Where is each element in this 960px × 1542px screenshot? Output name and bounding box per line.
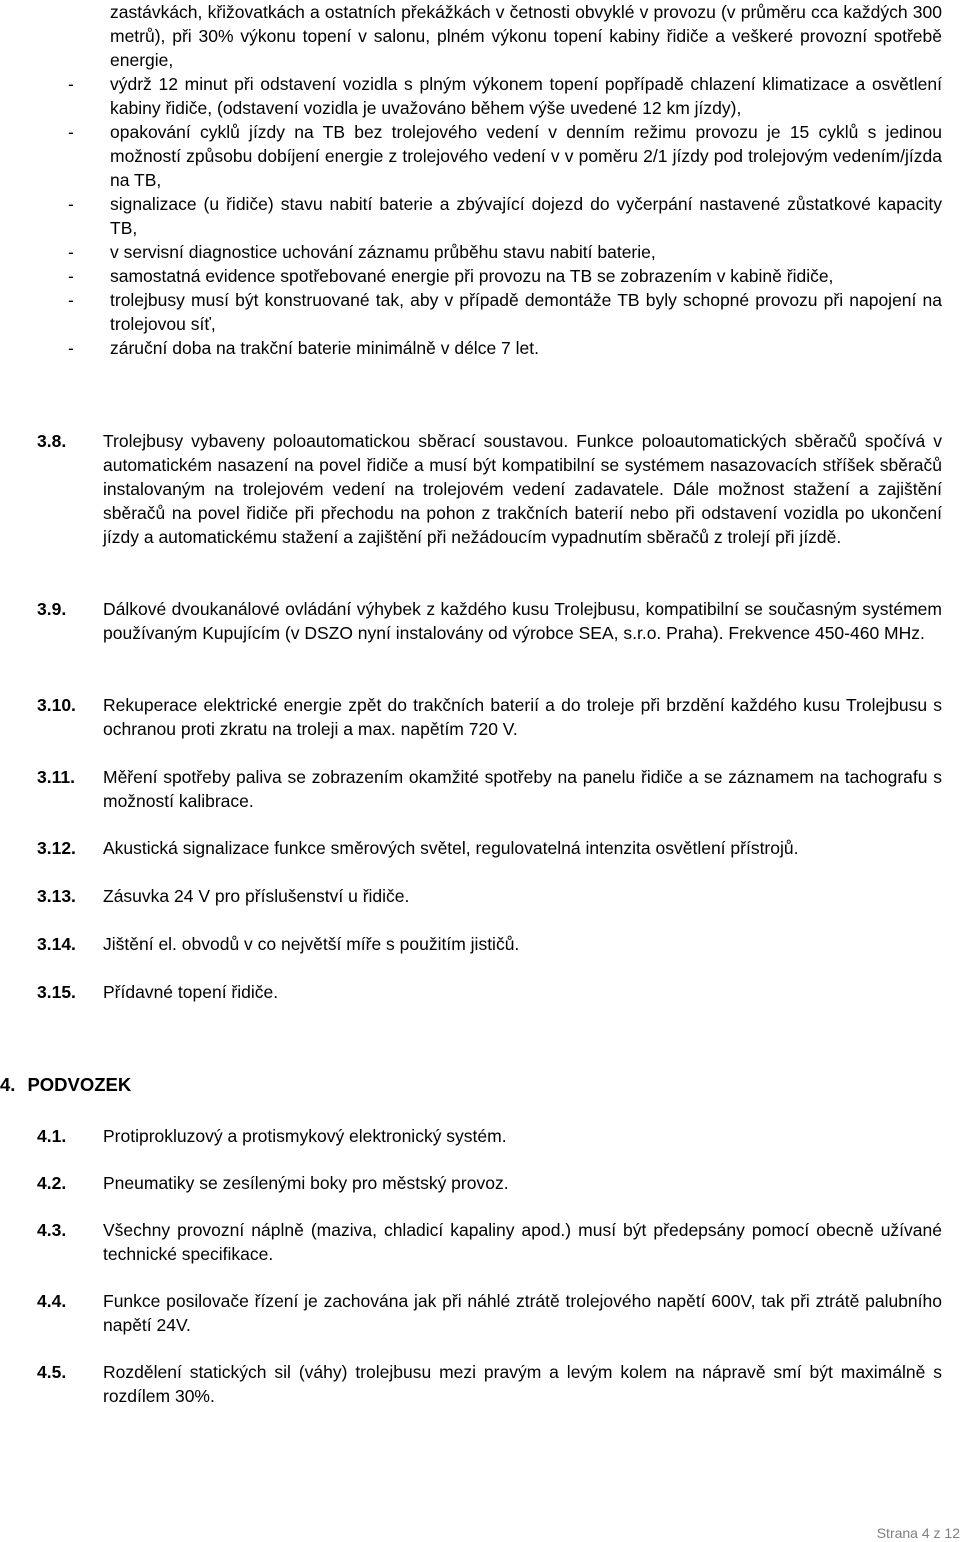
- section-number: 3.14.: [37, 934, 76, 954]
- section-text: Dálkové dvoukanálové ovládání výhybek z každého kusu Trolejbusu, kompatibilní se současným systémem používaným Kupujícím (v DSZO nyní instalovány od výrobce SEA, s.r.o. Praha). Frekvence 450-460 MHz.: [103, 599, 942, 643]
- list-item: [68, 336, 942, 360]
- section-text: Všechny provozní náplně (maziva, chladicí kapaliny apod.) musí být předepsány pomocí obecně užívané technické specifikace.: [103, 1220, 942, 1264]
- list-item: [68, 72, 942, 120]
- list-item: [68, 288, 942, 336]
- section-number: 3.13.: [37, 886, 76, 906]
- section-number: 4.4.: [37, 1291, 67, 1311]
- list-item-text: záruční doba na trakční baterie minimálně v délce 7 let.: [110, 338, 539, 358]
- section-number: 4.3.: [37, 1220, 67, 1240]
- chapter-number: 4.: [0, 1074, 16, 1095]
- section-text: Funkce posilovače řízení je zachována jak při náhlé ztrátě trolejového napětí 600V, tak při ztrátě palubního napětí 24V.: [103, 1291, 942, 1335]
- chapter-heading: [0, 1073, 131, 1097]
- section-3-15: [37, 980, 942, 1004]
- section-text: Přídavné topení řidiče.: [103, 982, 279, 1002]
- list-item: [68, 264, 942, 288]
- page-footer: Strana 4 z 12: [876, 1525, 960, 1541]
- bullet-dash: -: [68, 290, 74, 310]
- list-item: [68, 120, 942, 192]
- section-number: 3.9.: [37, 599, 67, 619]
- section-number: 3.10.: [37, 695, 76, 715]
- section-number: 4.2.: [37, 1173, 67, 1193]
- section-3-12: [37, 836, 942, 860]
- section-3-8: [37, 429, 942, 549]
- bullet-dash: -: [68, 338, 74, 358]
- section-number: 4.5.: [37, 1362, 67, 1382]
- list-item-text: signalizace (u řidiče) stavu nabití baterie a zbývající dojezd do vyčerpání nastavené zůstatkové kapacity TB,: [110, 194, 942, 238]
- chapter-title: PODVOZEK: [27, 1074, 132, 1095]
- continuation-paragraph: zastávkách, křižovatkách a ostatních překážkách v četnosti obvyklé v provozu (v průměru cca každých 300 metrů), při 30% výkonu topení v salonu, plném výkonu topení kabiny řidiče a veškeré provozní spotřebě energie,: [110, 2, 942, 70]
- section-3-11: [37, 765, 942, 813]
- bullet-dash: -: [68, 74, 74, 94]
- section-4-5: [37, 1360, 942, 1408]
- section-text: Měření spotřeby paliva se zobrazením okamžité spotřeby na panelu řidiče a se záznamem na tachografu s možností kalibrace.: [103, 767, 942, 811]
- list-item: [68, 240, 942, 264]
- section-4-2: [37, 1171, 942, 1195]
- bullet-dash: -: [68, 122, 74, 142]
- list-item-text: trolejbusy musí být konstruované tak, aby v případě demontáže TB byly schopné provozu při napojení na trolejovou síť,: [110, 290, 942, 334]
- section-text: Protiprokluzový a protismykový elektronický systém.: [103, 1126, 507, 1146]
- bullet-dash: -: [68, 194, 74, 214]
- list-item-text: v servisní diagnostice uchování záznamu průběhu stavu nabití baterie,: [110, 242, 656, 262]
- section-text: Zásuvka 24 V pro příslušenství u řidiče.: [103, 886, 410, 906]
- section-number: 3.12.: [37, 838, 76, 858]
- list-item-text: opakování cyklů jízdy na TB bez trolejového vedení v denním režimu provozu je 15 cyklů s jedinou možností způsobu dobíjení energie z trolejového vedení v v poměru 2/1 jízdy pod trolejovým vedením/jízda na TB,: [110, 122, 942, 190]
- section-text: Akustická signalizace funkce směrových světel, regulovatelná intenzita osvětlení přístrojů.: [103, 838, 799, 858]
- list-item-text: samostatná evidence spotřebované energie při provozu na TB se zobrazením v kabině řidiče,: [110, 266, 834, 286]
- section-number: 3.15.: [37, 982, 76, 1002]
- bullet-dash: -: [68, 242, 74, 262]
- section-3-14: [37, 932, 942, 956]
- section-3-13: [37, 884, 942, 908]
- section-number: 3.11.: [37, 767, 75, 787]
- section-number: 3.8.: [37, 431, 67, 451]
- section-text: Rozdělení statických sil (váhy) trolejbusu mezi pravým a levým kolem na nápravě smí být maximálně s rozdílem 30%.: [103, 1362, 942, 1406]
- section-text: Pneumatiky se zesílenými boky pro městský provoz.: [103, 1173, 509, 1193]
- section-text: Jištění el. obvodů v co největší míře s použitím jističů.: [103, 934, 520, 954]
- section-4-4: [37, 1289, 942, 1337]
- section-3-9: [37, 597, 942, 645]
- list-item: [68, 192, 942, 240]
- section-4-1: [37, 1124, 942, 1148]
- bullet-list: [68, 72, 942, 360]
- section-text: Rekuperace elektrické energie zpět do trakčních baterií a do troleje při brzdění každého kusu Trolejbusu s ochranou proti zkratu na troleji a max. napětím 720 V.: [103, 695, 942, 739]
- bullet-dash: -: [68, 266, 74, 286]
- section-3-10: [37, 693, 942, 741]
- section-number: 4.1.: [37, 1126, 67, 1146]
- section-4-3: [37, 1218, 942, 1266]
- section-text: Trolejbusy vybaveny poloautomatickou sběrací soustavou. Funkce poloautomatických sběračů spočívá v automatickém nasazení na povel řidiče a musí být kompatibilní se systémem nasazovacích stříšek sběračů instalovaným na trolejovém vedení na trolejovém vedení zadavatele. Dále možnost stažení a zajištění sběračů na povel řidiče při přechodu na pohon z trakčních baterií nebo při odstavení vozidla po ukončení jízdy a automatickému stažení a zajištění při nežádoucím vypadnutím sběračů z trolejí při jízdě.: [103, 431, 942, 547]
- list-item-text: výdrž 12 minut při odstavení vozidla s plným výkonem topení popřípadě chlazení klimatizace a osvětlení kabiny řidiče, (odstavení vozidla je uvažováno během výše uvedené 12 km jízdy),: [110, 74, 942, 118]
